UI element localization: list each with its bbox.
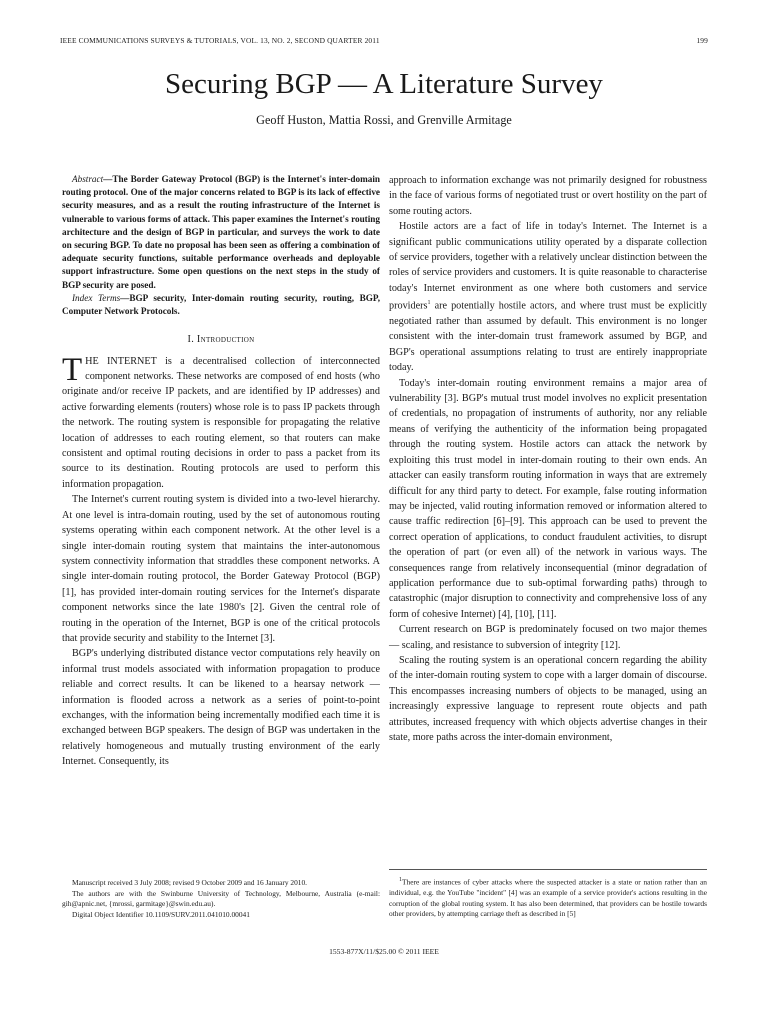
intro-paragraph-1-text: is a decentralised collection of interconnected component networks. These networks are composed of end hosts (who originate and/or receive IP packets, and are identified by IP addresses) and active forwarding elements (routers) whose role is to pass IP packets through the network. The routing system is responsible for propagating the relative location of addresses to each routing element, so that routers can make consistent and optimal routing decisions in order to pass a packet from its source to its destination. Routing protocols are used to perform this information propagation. bbox=[62, 355, 381, 490]
left-column bbox=[62, 173, 380, 770]
abstract bbox=[62, 173, 380, 292]
footnote-marker: 1 bbox=[427, 300, 431, 307]
right-paragraph-4: Current research on BGP is predominately focused on two major themes — scaling, and resistance to subversion of integrity [12]. bbox=[389, 624, 707, 651]
index-terms-label: Index Terms bbox=[72, 292, 121, 303]
section-heading-introduction: I. Introduction bbox=[187, 334, 255, 346]
intro-paragraph-2: The Internet's current routing system is divided into a two-level hierarchy. At one level is intra-domain routing, used by the set of autonomous routing systems operating within each component network. At the other level is a single inter-domain routing system that maintains the inter-autonomous system connectivity information that straddles these component networks. A single inter-domain routing protocol, the Border Gateway Protocol (BGP) [1], has provided inter-domain routing services for the Internet's disparate component networks since the late 1980's [2]. Given the central role of routing in the operation of the Internet, BGP is one of the critical protocols that provide security and stability to the Internet [3]. bbox=[62, 494, 380, 644]
right-paragraph-2a: Hostile actors are a fact of life in today's Internet. The Internet is a significant public communications utility operated by a disparate collection of service providers, together with a relatively unclear distinction between the roles of service providers and customers. It is quite reasonable to characterise today's Internet environment as one where both customers and service providers bbox=[389, 221, 707, 312]
right-paragraph-2b: are potentially hostile actors, and where trust must be explicitly negotiated rather than assumed by default. This environment is no longer consistent with the inter-domain trust framework assumed by BGP, and BGP's operational assumptions relating to trust are entirely inappropriate today. bbox=[389, 300, 707, 374]
running-header bbox=[60, 36, 708, 45]
manuscript-footnotes bbox=[62, 878, 380, 920]
abstract-text: —The Border Gateway Protocol (BGP) is the Internet's inter-domain routing protocol. One of the major concerns related to BGP is its lack of effective security measures, and as a result the routing infrastructure of the Internet is vulnerable to various forms of attack. This paper examines the Internet's routing architecture and the design of BGP in particular, and surveys the work to date on securing BGP. To date no proposal has been seen as offering a combination of adequate security functions, suitable performance overheads and deployable support infrastructure. Some open questions on the next steps in the study of BGP security are posed. bbox=[62, 174, 380, 290]
paper-authors: Geoff Huston, Mattia Rossi, and Grenville Armitage bbox=[256, 113, 512, 127]
intro-paragraph-1 bbox=[62, 351, 381, 493]
right-paragraph-3: Today's inter-domain routing environment remains a major area of vulnerability [3]. BGP's mutual trust model involves no explicit presentation of credentials, no propagation of instruments of authority, nor any reliable means of verifying the authenticity of the information being propagated through the routing system. Hostile actors can attack the network by exploiting this trust model in inter-domain routing to their own ends. An attacker can easily transform routing information in ways that are extremely difficult for any third party to detect. For example, false routing information may be injected, valid routing information removed or information altered to cause traffic redirection [6]–[9]. This approach can be used to prevent the correct operation of applications, to conduct fraudulent activities, to disrupt the operation of part (or even all) of the network in various ways. The consequences range from relatively inconsequential (minor degradation of application performance due to sub-optimal forwarding paths) through to catastrophic (major disruption to connectivity and comprehensive loss of any form of cohesive Internet) [4], [10], [11]. bbox=[389, 377, 707, 620]
footnote-1 bbox=[389, 869, 707, 920]
index-terms-text: —BGP security, Inter-domain routing security, routing, BGP, Computer Network Protocols. bbox=[62, 292, 380, 317]
drop-cap: T bbox=[62, 351, 83, 388]
right-paragraph-1: approach to information exchange was not primarily designed for robustness in the face of various forms of negotiated trust or overt hostility on the part of some routing actors. bbox=[389, 175, 707, 217]
footnote-1-mark: 1 bbox=[399, 877, 402, 883]
right-paragraph-2 bbox=[389, 219, 707, 375]
footnote-1-text-block bbox=[389, 875, 707, 920]
index-terms bbox=[62, 292, 380, 318]
doi-line: Digital Object Identifier 10.1109/SURV.2011.041010.00041 bbox=[72, 909, 250, 919]
intro-paragraph-3: BGP's underlying distributed distance vector computations rely heavily on informal trust models associated with information propagation to produce reliable and correct results. It can be likened to a hearsay network — information is flooded across a network as a series of point-to-point exchanges, with the information being incrementally modified each time it is exchanged between BGP speakers. The design of BGP was undertaken in the relatively homogeneous and mutually trusting environment of the early Internet. Consequently, its bbox=[62, 648, 380, 768]
copyright-line: 1553-877X/11/$25.00 © 2011 IEEE bbox=[329, 947, 439, 956]
intro-first-words: HE INTERNET bbox=[85, 355, 157, 367]
right-column bbox=[389, 173, 707, 745]
page-number: 199 bbox=[696, 36, 708, 45]
author-affiliation: The authors are with the Swinburne University of Technology, Melbourne, Australia (e-mail: gih@apnic.net, {mrossi, garmitage}@swin.edu.au). bbox=[62, 888, 380, 909]
footnote-1-text: There are instances of cyber attacks where the suspected attacker is a state or nation rather than an individual, e.g. the YouTube "incident" [4] was an example of a service provider's actions resulting in the corruption of the global routing system. It has also been determined, that providers can be hostile towards other providers, by attempting carriage theft as described in [5] bbox=[389, 877, 707, 919]
journal-info: IEEE COMMUNICATIONS SURVEYS & TUTORIALS, VOL. 13, NO. 2, SECOND QUARTER 2011 bbox=[60, 36, 380, 45]
manuscript-received: Manuscript received 3 July 2008; revised 9 October 2009 and 16 January 2010. bbox=[72, 878, 308, 887]
paper-title: Securing BGP — A Literature Survey bbox=[165, 68, 603, 100]
right-paragraph-5: Scaling the routing system is an operational concern regarding the ability of the inter-domain routing system to cope with a larger domain of discourse. This encompasses increasing numbers of objects to be managed, using an increasingly expressive language to represent route objects and path attributes, increased frequency with which objects advertise changes in their state, more paths across the inter-domain environment, bbox=[389, 654, 707, 744]
abstract-label: Abstract bbox=[72, 174, 104, 184]
